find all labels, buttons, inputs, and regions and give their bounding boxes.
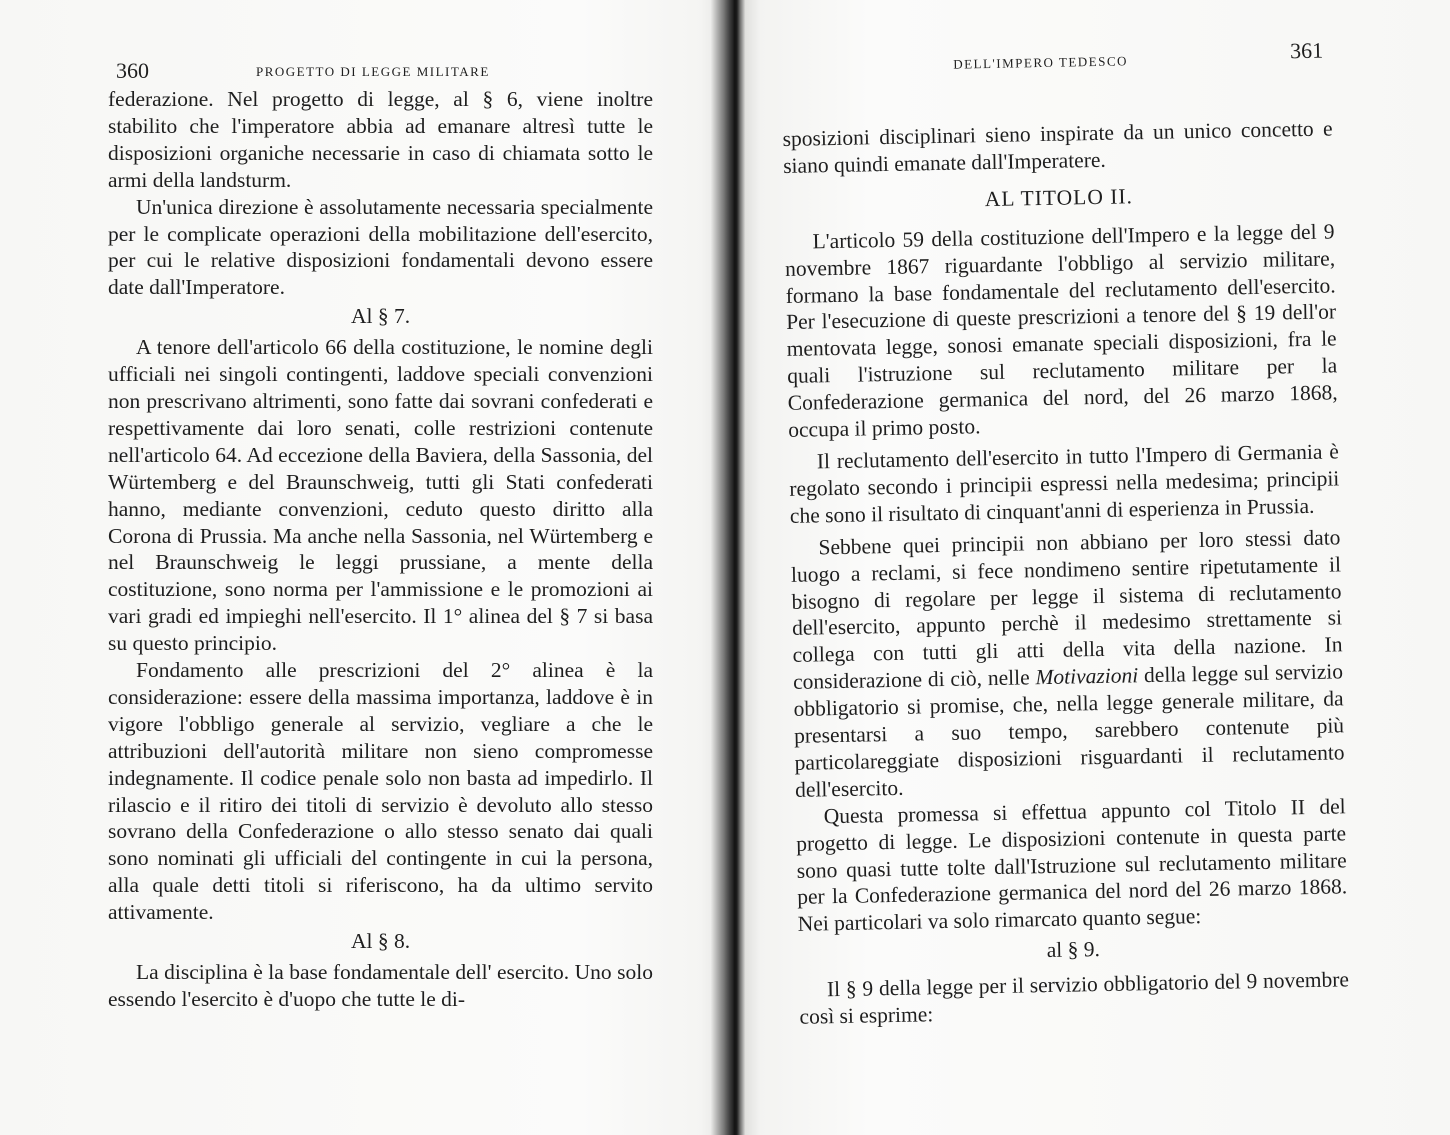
paragraph: Questa promessa si effettua appunto col Titolo II del progetto di legge. Le disposizioni contenute in questa parte sono quasi tutte tolte dall'Istruzione sul reclutamento militare per la Confederazione germanica del nord del 26 marzo 1868. Nei particolari va solo rimarcato quanto segue: bbox=[795, 794, 1348, 937]
running-title: PROGETTO DI LEGGE MILITARE bbox=[256, 64, 490, 79]
page-number: 360 bbox=[116, 58, 149, 83]
left-page bbox=[108, 0, 653, 1135]
paragraph: La disciplina è la base fondamentale dell' esercito. Uno solo essendo l'esercito è d'uopo che tutte le di- bbox=[108, 960, 653, 1011]
paragraph: A tenore dell'articolo 66 della costituzione, le nomine degli ufficiali nei singoli contingenti, laddove speciali convenzioni non prescrivano altrimenti, sono fatte dai sovrani confederati e respettivamente dai loro senati, colle restrizioni contenute nell'articolo 64. Ad eccezione della Baviera, della Sassonia, del Würtemberg e del Braunschweig, tutti gli Stati confederati hanno, mediante convenzioni, ceduto questo diritto alla Corona di Prussia. Ma anche nella Sassonia, nel Würtemberg e nel Braunschweig le leggi prussiane, a mente della costituzione, sono norma per l'ammissione e le promozioni ai vari gradi ed impieghi nell'esercito. Il 1° alinea del § 7 si basa su questo principio. bbox=[108, 335, 653, 656]
paragraph-text: della legge sul servizio obbligatorio si promise, che, nella legge generale militare, da presentarsi a suo tempo, sarebbero contenute più particolareggiate disposizioni risguardanti il reclutamento dell'esercito. bbox=[793, 659, 1345, 802]
page-body bbox=[782, 115, 1349, 1030]
paragraph: Il § 9 della legge per il servizio obbligatorio del 9 novembre così si esprime: bbox=[799, 967, 1350, 1029]
paragraph: Fondamento alle prescrizioni del 2° alinea è la considerazione: essere della massima importanza, laddove è in vigore l'obbligo generale al servizio, vegliare a che le attribuzioni dell'autorità militare non sieno compromesse indegnamente. Il codice penale solo non basta ad impedirlo. Il rilascio e il ritiro dei titoli di servizio è devoluto allo stesso sovrano della Confederazione o allo stesso senato dai quali sono nominati gli ufficiali del contingente in cui la persona, alla quale detti titoli si riferiscono, ha da ultimo servito attivamente. bbox=[108, 658, 653, 925]
title-heading: AL TITOLO II. bbox=[984, 184, 1134, 211]
paragraph bbox=[790, 524, 1345, 804]
running-title: DELL'IMPERO TEDESCO bbox=[953, 53, 1129, 72]
section-heading: Al § 8. bbox=[350, 929, 411, 954]
paragraph-text: Sebbene quei principii non abbiano per loro stessi dato luogo a reclami, si fece nondimeno sentire ripetutamente il bisogno di regolare per legge il sistema di reclutamento dell'esercito, appunto perchè il medesimo strettamente si collega con tutti gli atti della vita della nazione. In considerazione di ciò, nelle bbox=[790, 525, 1343, 695]
section-heading: Al § 7. bbox=[350, 304, 411, 329]
right-page bbox=[780, 0, 1352, 1135]
paragraph: Il reclutamento dell'esercito in tutto l'Impero di Germania è regolato secondo i principii espressi nella medesima; principii che sono il risultato di cinquant'anni di esperienza in Prussia. bbox=[789, 439, 1340, 528]
page-number: 361 bbox=[1289, 37, 1324, 64]
italic-term: Motivazioni bbox=[1035, 663, 1139, 690]
paragraph: sposizioni disciplinari sieno inspirate da un unico concetto e siano quindi emanate dall'Imperatere. bbox=[782, 116, 1333, 178]
running-head bbox=[108, 52, 653, 92]
page-body bbox=[108, 86, 653, 1013]
paragraph: federazione. Nel progetto di legge, al § 6, viene inoltre stabilito che l'imperatore abbia ad emanare altresì tutte le disposizioni organiche necessarie in caso di chiamata sotto le armi della landsturm. bbox=[108, 87, 653, 192]
paragraph: L'articolo 59 della costituzione dell'Impero e la legge del 9 novembre 1867 riguardante l'obbligo al servizio militare, formano la base fondamentale del reclutamento dell'esercito. Per l'esecuzione di queste prescrizioni a tenore del § 19 dell'or mentovata legge, sonosi emanate speciali disposizioni, fra le quali l'istruzione sul reclutamento militare per la Confederazione germanica del nord, del 26 marzo 1868, occupa il primo posto. bbox=[784, 219, 1338, 442]
running-head bbox=[781, 37, 1332, 92]
paragraph: Un'unica direzione è assolutamente necessaria specialmente per le complicate operazioni della mobilitazione dell'esercito, per cui le relative disposizioni fondamentali devono essere date dall'Imperatore. bbox=[108, 194, 653, 300]
book-gutter bbox=[700, 0, 760, 1135]
section-heading: al § 9. bbox=[1046, 937, 1101, 963]
